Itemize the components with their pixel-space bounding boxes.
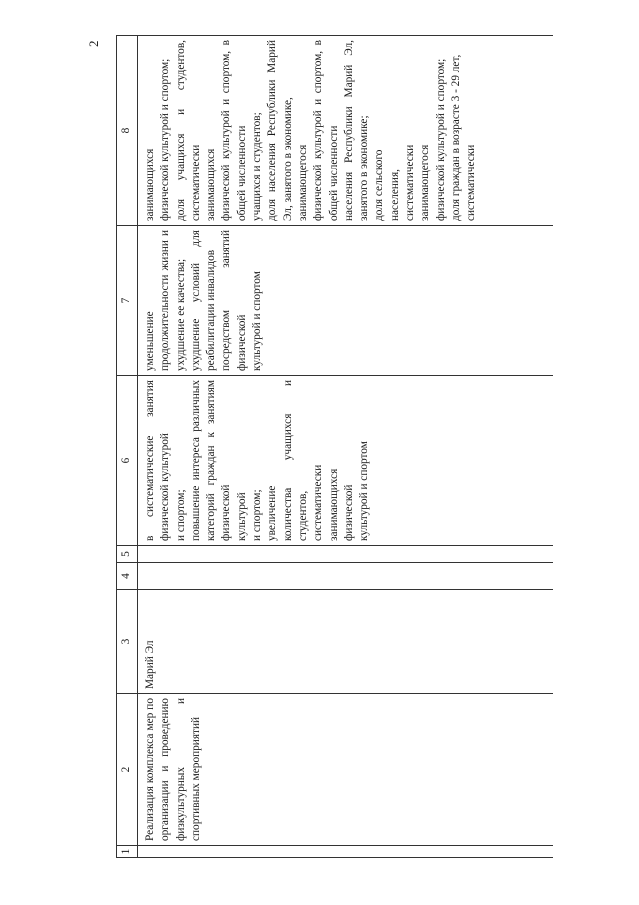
- column-header-8: 8: [117, 36, 138, 226]
- measures-table: [116, 35, 553, 858]
- cell-indicators: занимающихся физической культурой и спортом; доля учащихся и студентов, систематически занимающихся физической культурой и спортом, в общей численности учащихся и студентов; доля населения Республики Марий Эл, занятого в экономике, занимающегося физической культурой и спортом, в общей численности населения Республики Марий Эл, занятого в экономике; доля сельского населения, систематически занимающегося физической культурой и спортом; доля граждан в возрасте 3 - 29 лет, систематически: [138, 36, 554, 226]
- cell-number: [138, 846, 554, 858]
- rotated-table-area: [116, 36, 557, 858]
- cell-consequences: уменьшение продолжительности жизни и ухудшение ее качества; ухудшение условий для реабилитации инвалидов посредством занятий физической культурой и спортом: [138, 226, 554, 376]
- column-header-6: 6: [117, 376, 138, 546]
- cell-executor: Марий Эл: [138, 590, 554, 694]
- cell-measure-name: Реализация комплекса мер по организации и проведению физкультурных и спортивных мероприятий: [138, 694, 554, 846]
- header-row: [117, 36, 138, 858]
- cell-start-year: [138, 563, 554, 590]
- cell-expected-result: в систематические занятия физической культурой и спортом; повышение интереса различных категорий граждан к занятиям физической культурой и спортом; увеличение количества учащихся и студентов, систематически занимающихся физической культурой и спортом: [138, 376, 554, 546]
- table-row: [138, 36, 554, 858]
- cell-end-year: [138, 546, 554, 563]
- column-header-4: 4: [117, 563, 138, 590]
- page-number: 2: [86, 40, 101, 47]
- column-header-7: 7: [117, 226, 138, 376]
- column-header-1: 1: [117, 846, 138, 858]
- column-header-3: 3: [117, 590, 138, 694]
- column-header-5: 5: [117, 546, 138, 563]
- column-header-2: 2: [117, 694, 138, 846]
